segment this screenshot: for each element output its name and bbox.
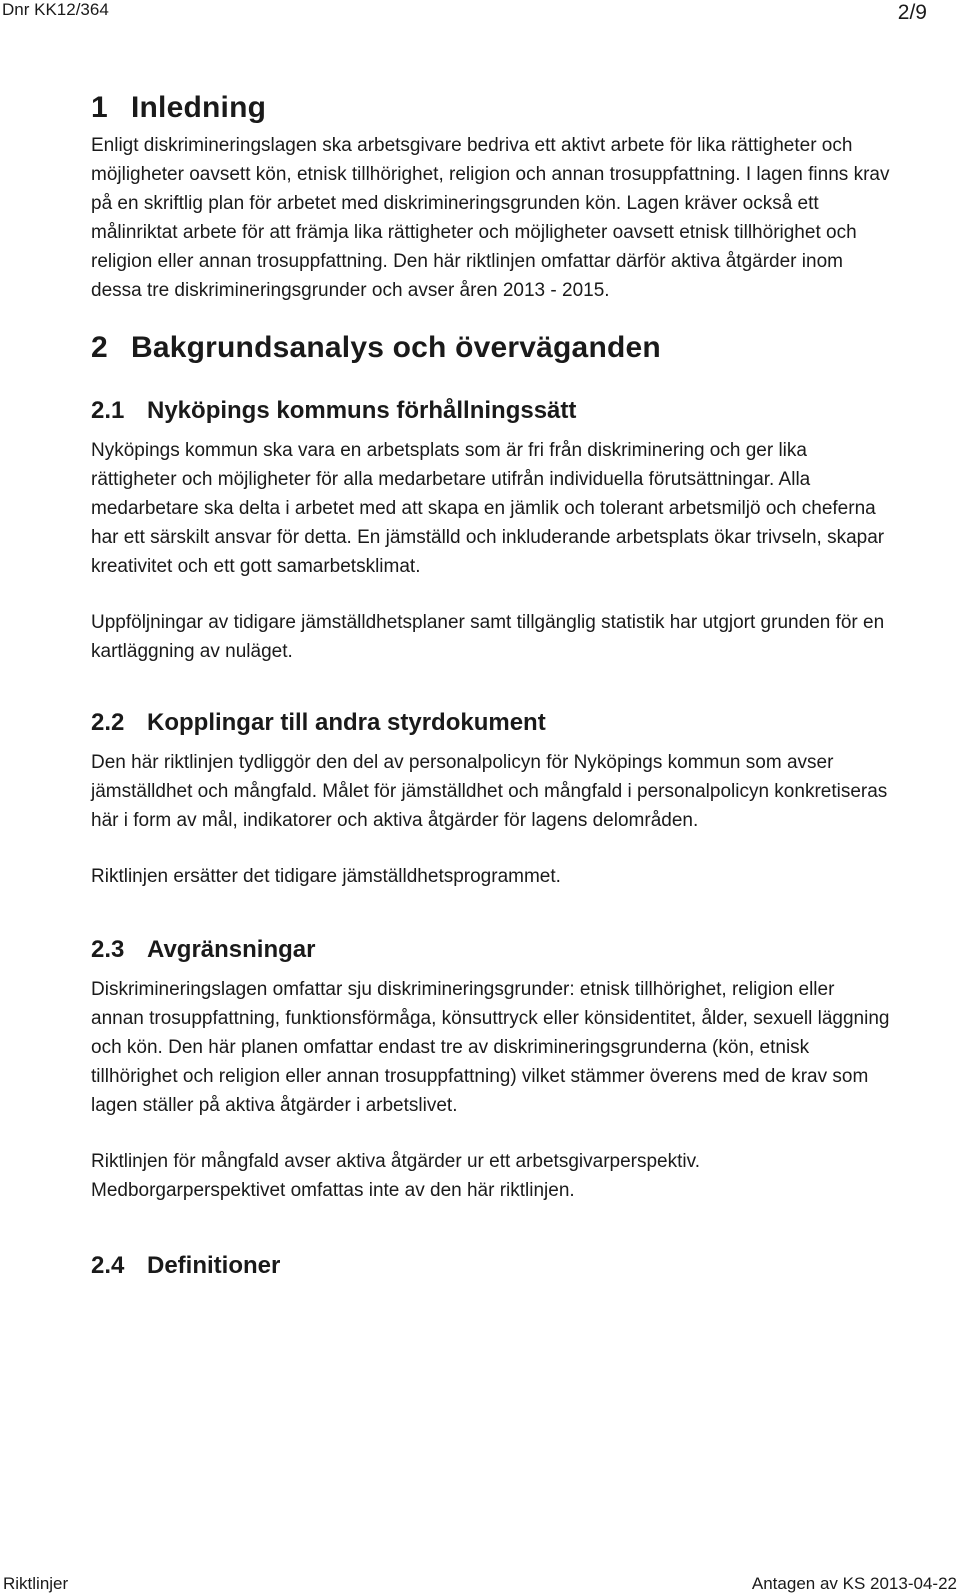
- footer-document-type: Riktlinjer: [3, 1574, 69, 1593]
- heading-definitioner: [91, 1249, 891, 1283]
- heading-kopplingar: [91, 706, 891, 740]
- heading-bakgrundsanalys: [91, 325, 891, 371]
- paragraph-inledning: Enligt diskrimineringslagen ska arbetsgivare bedriva ett aktivt arbete för lika rättigheter och möjligheter oavsett kön, etnisk tillhörighet, religion och annan trosuppfattning. I lagen finns krav på en skriftlig plan för arbetet med diskrimineringsgrunden kön. Lagen kräver också ett målinriktat arbete för att främja lika rättigheter och möjligheter oavsett etnisk tillhörighet och religion eller annan trosuppfattning. Den här riktlinjen omfattar därför aktiva åtgärder inom dessa tre diskrimineringsgrunder och avser åren 2013 - 2015.: [91, 135, 890, 301]
- heading-number: 2.1: [91, 397, 125, 424]
- document-reference: Dnr KK12/364: [2, 0, 109, 19]
- document-body: [91, 80, 891, 1283]
- heading-forhallningssatt: [91, 394, 891, 428]
- heading-number: 2.3: [91, 936, 125, 963]
- paragraph-forhallningssatt-1: Nyköpings kommun ska vara en arbetsplats som är fri från diskriminering och ger lika rättigheter och möjligheter för alla medarbetare utifrån individuella förutsättningar. Alla medarbetare ska delta i arbetet med att skapa en jämlik och tolerant arbetsmiljö och cheferna har ett särskilt ansvar för detta. En jämställd och inkluderande arbetsplats ökar trivseln, skapar kreativitet och ett gott samarbetsklimat.: [91, 440, 885, 577]
- heading-inledning: [91, 85, 891, 131]
- paragraph-kopplingar-1: Den här riktlinjen tydliggör den del av personalpolicyn för Nyköpings kommun som avser jämställdhet och mångfald. Målet för jämställdhet och mångfald i personalpolicyn konkretiseras här i form av mål, indikatorer och aktiva åtgärder för lagens delområden.: [91, 752, 888, 831]
- heading-avgransningar: [91, 933, 891, 967]
- heading-number: 2.2: [91, 709, 125, 736]
- page-header: [0, 0, 960, 30]
- heading-number: 2: [91, 331, 108, 364]
- page-footer: [0, 1566, 960, 1592]
- heading-title: Avgränsningar: [147, 936, 316, 963]
- heading-title: Inledning: [131, 91, 267, 124]
- heading-title: Definitioner: [147, 1252, 281, 1279]
- heading-number: 1: [91, 91, 108, 124]
- heading-title: Bakgrundsanalys och överväganden: [131, 331, 661, 364]
- paragraph-avgransningar-2: Riktlinjen för mångfald avser aktiva åtgärder ur ett arbetsgivarperspektiv. Medborgarperspektivet omfattas inte av den här riktlinjen.: [91, 1151, 700, 1201]
- paragraph-forhallningssatt-2: Uppföljningar av tidigare jämställdhetsplaner samt tillgänglig statistik har utgjort grunden för en kartläggning av nuläget.: [91, 612, 885, 662]
- footer-approval: Antagen av KS 2013-04-22: [751, 1574, 957, 1593]
- page-number: 2/9: [897, 1, 927, 24]
- paragraph-kopplingar-2: Riktlinjen ersätter det tidigare jämställdhetsprogrammet.: [91, 866, 561, 887]
- heading-number: 2.4: [91, 1252, 125, 1279]
- heading-title: Nyköpings kommuns förhållningssätt: [147, 397, 577, 424]
- paragraph-avgransningar-1: Diskrimineringslagen omfattar sju diskrimineringsgrunder: etnisk tillhörighet, religion eller annan trosuppfattning, funktionsförmåga, könsuttryck eller könsidentitet, ålder, sexuell läggning och kön. Den här planen omfattar endast tre av diskrimineringsgrunderna (kön, etnisk tillhörighet och religion eller annan trosuppfattning) vilket stämmer överens med de krav som lagen ställer på aktiva åtgärder i arbetslivet.: [91, 979, 890, 1116]
- heading-title: Kopplingar till andra styrdokument: [147, 709, 546, 736]
